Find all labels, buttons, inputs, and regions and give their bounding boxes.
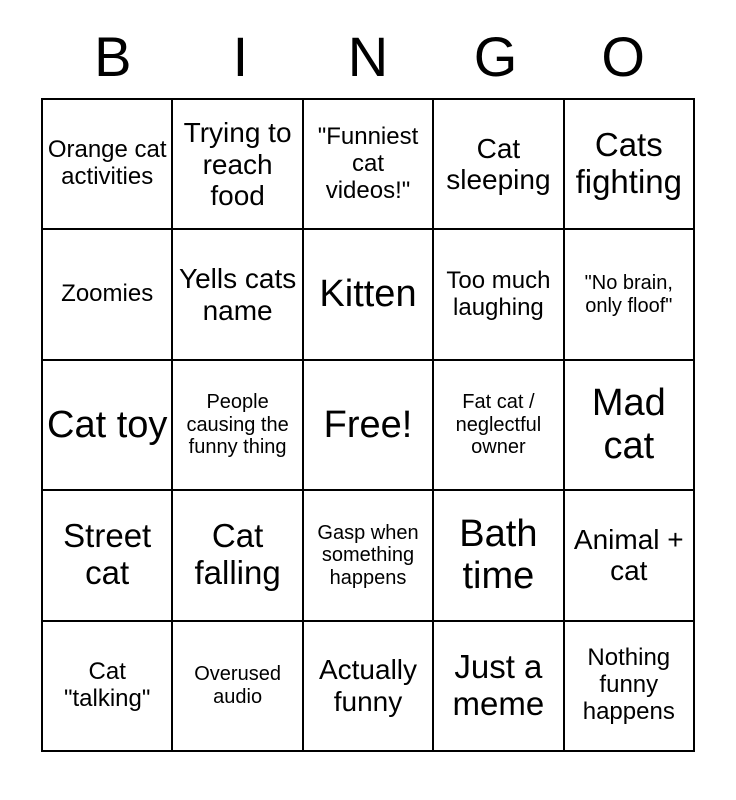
- bingo-cell-label: Free!: [323, 403, 413, 446]
- bingo-cell[interactable]: [173, 491, 303, 621]
- bingo-cell-label: Cat falling: [194, 517, 281, 592]
- bingo-cell-label: Yells cats name: [178, 263, 297, 326]
- bingo-cell[interactable]: [565, 361, 695, 491]
- bingo-cell-label: Cats fighting: [575, 126, 682, 201]
- bingo-cell[interactable]: [434, 622, 564, 752]
- bingo-cell-label: Overused audio: [194, 663, 281, 708]
- bingo-cell-label: Actually funny: [318, 654, 418, 717]
- bingo-cell[interactable]: [434, 230, 564, 360]
- bingo-cell[interactable]: [304, 361, 434, 491]
- bingo-cell-label: Too much laughing: [446, 266, 551, 321]
- header-letter-i: I: [232, 25, 249, 88]
- bingo-cell-label: Bath time: [459, 512, 538, 598]
- bingo-cell[interactable]: [434, 100, 564, 230]
- bingo-cell-label: Street cat: [63, 517, 152, 592]
- bingo-cell-label: Animal + cat: [573, 524, 684, 587]
- bingo-cell-label: Cat toy: [47, 403, 168, 446]
- bingo-cell[interactable]: [434, 491, 564, 621]
- bingo-cell-label: Just a meme: [452, 647, 545, 722]
- bingo-cell[interactable]: [173, 361, 303, 491]
- bingo-cell[interactable]: [304, 230, 434, 360]
- bingo-cell[interactable]: [173, 230, 303, 360]
- bingo-cell-label: Cat sleeping: [446, 132, 551, 196]
- bingo-cell[interactable]: [43, 230, 173, 360]
- header-letter-b: B: [94, 25, 132, 88]
- bingo-cell[interactable]: [43, 491, 173, 621]
- bingo-cell-label: "Funniest cat videos!": [317, 122, 419, 204]
- bingo-cell-label: Gasp when something happens: [317, 521, 419, 589]
- bingo-cell-label: Mad cat: [591, 382, 666, 467]
- bingo-cell[interactable]: [304, 491, 434, 621]
- bingo-cell[interactable]: [304, 100, 434, 230]
- bingo-header: [41, 26, 695, 88]
- bingo-cell-label: Trying to reach food: [183, 117, 292, 211]
- bingo-cell-label: Orange cat activities: [47, 136, 167, 191]
- bingo-cell-label: Cat "talking": [63, 657, 151, 712]
- bingo-cell[interactable]: [304, 622, 434, 752]
- bingo-cell-label: Nothing funny happens: [582, 644, 675, 726]
- bingo-cell[interactable]: [565, 100, 695, 230]
- bingo-cell[interactable]: [565, 230, 695, 360]
- header-letter-g: G: [473, 25, 518, 88]
- bingo-cell[interactable]: [173, 100, 303, 230]
- header-letter-n: N: [347, 25, 389, 88]
- bingo-cell[interactable]: [565, 491, 695, 621]
- bingo-cell-label: Kitten: [319, 273, 417, 316]
- bingo-cell[interactable]: [43, 622, 173, 752]
- bingo-cell-label: Fat cat / neglectful owner: [455, 391, 542, 459]
- bingo-cell[interactable]: [43, 361, 173, 491]
- bingo-cell[interactable]: [565, 622, 695, 752]
- bingo-grid: [41, 98, 695, 752]
- bingo-cell[interactable]: [173, 622, 303, 752]
- bingo-cell[interactable]: [434, 361, 564, 491]
- bingo-cell-label: People causing the funny thing: [186, 391, 289, 459]
- bingo-cell[interactable]: [43, 100, 173, 230]
- bingo-cell-label: "No brain, only floof": [584, 272, 673, 317]
- bingo-cell-label: Zoomies: [61, 280, 154, 308]
- header-letter-o: O: [601, 25, 645, 88]
